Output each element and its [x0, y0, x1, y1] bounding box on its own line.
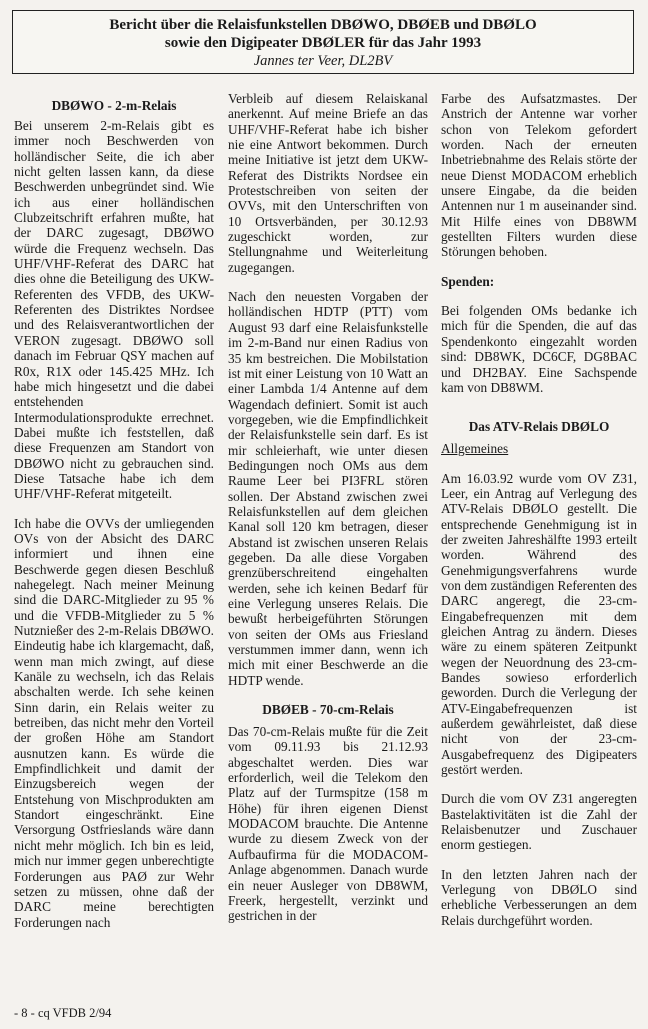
title-box: [12, 10, 634, 74]
paragraph: Das 70-cm-Relais mußte für die Zeit vom 09.11.93 bis 21.12.93 abgeschaltet werden. Dies war erforderlich, weil die Telekom den Platz auf der Turmspitze (158 m Höhe) für ihren eigenen Dienst MODACOM brauchte. Die Antenne wurde zu diesem Zweck von der Aufbaufirma für die MODACOM-Anlage abgenommen. Danach wurde ein neuer Ausleger von DB8WM, Freerk, hergestellt, verzinkt und gestrichen in der: [228, 724, 428, 924]
section-heading-dboeb: DBØEB - 70-cm-Relais: [262, 702, 394, 718]
title-line-1: Bericht über die Relaisfunkstellen DBØWO, DBØEB und DBØLO: [109, 17, 537, 33]
paragraph: Nach den neuesten Vorgaben der holländischen HDTP (PTT) vom August 93 darf eine Relaisfunkstelle im 2-m-Band nur einen Radius von 35 km bestreichen. Die Mobilstation ist mit einer Leistung von 10 Watt an einer Lambda 1/4 Antenne auf dem Wagendach definiert. Somit ist auch vorgegeben, wie die Empfindlichkeit der Relaisfunkstelle sein darf. Es ist mir schleierhaft, wie unter diesen Bedingungen noch OMs aus dem Raume Leer bei PI3FRL stören sollen. Der Abstand zwischen zwei Relaisfunkstellen auf dem gleichen Kanal soll 120 km betragen, dieser Abstand ist zwischen unseren Relais gegeben. Da alle diese Vorgaben grenzüberschreitend eingehalten werden, sehe ich keinen Bedarf für eine Verlegung unseres Relais. Die bewußt herbeigeführten Störungen von seiten der OMs aus Friesland verstummen immer dann, wenn ich mich mit einer Beschwerde an die HDTP wende.: [228, 289, 428, 688]
paragraph: Verbleib auf diesem Relaiskanal anerkennt. Auf meine Briefe an das UHF/VHF-Referat habe ich bisher nie eine Antwort bekommen. Durch meine Initiative ist jetzt dem UKW-Referat des Distrikts Nordsee ein Protestschreiben von seiten der OVVs, mit den Unterschriften von 10 Ortsverbänden, per 30.12.93 zugeschickt worden, zur Stellungnahme und Weiterleitung zugegangen.: [228, 91, 428, 275]
column-2: [228, 91, 428, 938]
spenden-paragraph: Bei folgenden OMs bedanke ich mich für die Spenden, die auf das Spendenkonto eingezahlt worden sind: DB8WK, DC6CF, DG8BAC und DH2BAY. Eine Sachspende kam von DB8WM.: [441, 303, 637, 395]
section-heading-atv: Das ATV-Relais DBØLO: [468, 419, 610, 435]
author-line: Jannes ter Veer, DL2BV: [253, 53, 393, 69]
paragraph: In den letzten Jahren nach der Verlegung von DBØLO sind erhebliche Verbesserungen an dem Relais durchgeführt worden.: [441, 866, 637, 928]
page-footer: - 8 - cq VFDB 2/94: [14, 1006, 112, 1020]
title-line-2: sowie den Digipeater DBØLER für das Jahr 1993: [164, 35, 482, 51]
column-3: [441, 91, 637, 942]
subheading-allgemeines: Allgemeines: [441, 441, 509, 457]
paragraph: Bei unserem 2-m-Relais gibt es immer noch Beschwerden von holländischer Seite, die ich aber nicht gelten lassen kann, da diese Beschwerden unbegründet sind. Wie ich aus einer holländischen Clubzeitschrift erfahren mußte, hat der DARC zugesagt, DBØWO würde die Frequenz wechseln. Das UHF/VHF-Referat des DARC hat dies ohne die Beteiligung des UKW-Referenten des VFDB, des UKW-Referenten des Distriktes Nordsee und des Relaisverantwortlichen der VERON zugesagt. DBØWO soll danach im Februar QSY machen auf R0x, R1X oder 145.425 MHz. Ich habe mich hingesetzt und die dabei entstehenden Intermodulationsprodukte errechnet. Dabei mußte ich feststellen, daß diese Frequenzen am Standort von DBØWO nicht zu gebrauchen sind. Diese Tatsache habe ich dem UHF/VHF-Referat mitgeteilt.: [14, 118, 214, 502]
paragraph: Am 16.03.92 wurde vom OV Z31, Leer, ein Antrag auf Verlegung des ATV-Relais DBØLO gestellt. Die entsprechende Genehmigung ist in der zweiten Jahreshälfte 1993 erteilt worden. Während des Genehmigungsverfahrens wurde von dem zuständigen Referenten des DARC angeregt, die 23-cm-Eingabefrequenzen mit dem gleichen Antrag zu ändern. Dieses wäre zu einem späteren Zeitpunkt wegen der Neuordnung des 23-cm-Bandes sowieso erforderlich geworden. Durch die Verlegung der ATV-Eingabefrequenzen ist außerdem gewährleistet, daß diese nicht von der 23-cm-Ausgabefrequenz des Digipeaters gestört werden.: [441, 470, 637, 778]
paragraph: Durch die vom OV Z31 angeregten Bastelaktivitäten ist die Zahl der Relaisbenutzer und Zuschauer enorm gestiegen.: [441, 791, 637, 853]
paragraph: Ich habe die OVVs der umliegenden OVs von der Absicht des DARC informiert und ihnen eine Beschwerde gegen diesen Beschluß nahegelegt. Nach meiner Meinung sind die DARC-Mitglieder zu 95 % und die VFDB-Mitglieder zu 5 % Nutznießer des 2-m-Relais DBØWO. Eindeutig habe ich klargemacht, daß, wenn man mich zwingt, auf diese Kanäle zu wechseln, ich das Relais abschalten werde. Ich sehe keinen Sinn darin, ein Relais weiter zu betreiben, das nicht mehr den Vorteil der großen Höhe am Standort ausnutzen kann. Es würde die Empfindlichkeit und damit der Einzugsbereich wegen der Entstehung von Mischprodukten am Standort eingeschränkt. Eine Versorgung Ostfrieslands wäre dann nicht mehr möglich. Ich bin es leid, mich nur immer gegen unberechtigte Forderungen aus PAØ zur Wehr setzen zu müssen, ohne daß der DARC meine berechtigten Forderungen nach: [14, 515, 214, 930]
spenden-heading: Spenden:: [441, 273, 495, 289]
column-1: [14, 92, 214, 944]
section-heading-dbowo: DBØWO - 2-m-Relais: [51, 98, 177, 113]
paragraph: Farbe des Aufsatzmastes. Der Anstrich der Antenne war vorher schon von Telekom gefordert worden. Nach der erneuten Inbetriebnahme des Relais störte der neue Dienst MODACOM erheblich unsere Eingabe, da die beiden Antennen nur 1 m auseinander sind. Mit Hilfe eines von DB8WM gestellten Filters wurden diese Störungen behoben.: [441, 91, 637, 260]
